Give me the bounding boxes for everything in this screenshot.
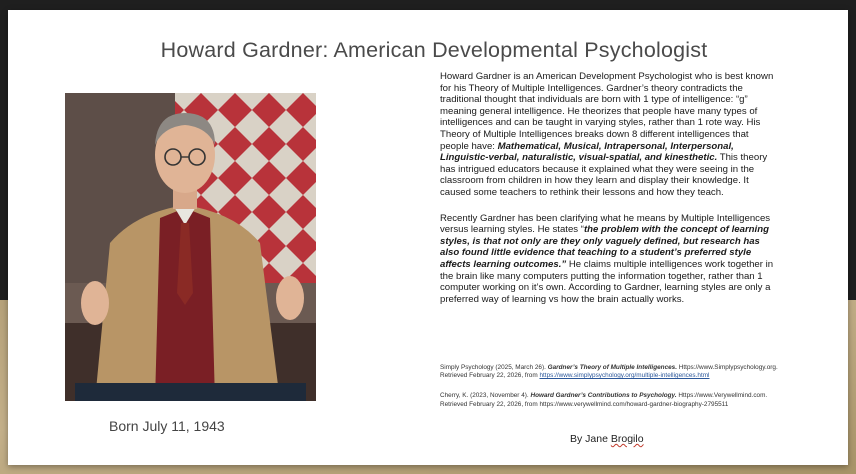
birth-date-caption: Born July 11, 1943 <box>109 418 225 434</box>
paragraph-theory: Howard Gardner is an American Development Psychologist who is best known for his Theory of Multiple Intelligences. Gardner’s theory contradicts the traditional thought that individuals are born with 1 type of intelligence: “g” meaning general intelligence. He theorizes that people have many types of intelligences and can be taught in varying styles, rather than 1 rote way. His Theory of Multiple Intelligences breaks down 8 different intelligences that people have: Mathematical, Musical, Intrapersonal, Interpersonal, Linguistic-verbal, naturalistic, visual-spatial, and kinesthetic. This theory has intrigued educators because it explained what they were seeing in the classroom from children in how they learn and display their knowledge. It caused some teachers to rethink their lessons and how they teach. <box>440 71 774 198</box>
portrait-illustration <box>65 93 316 401</box>
reference-1-link[interactable]: https://www.simplypsychology.org/multiple-intelligences.html <box>539 372 710 380</box>
portrait-photo <box>65 93 316 401</box>
references <box>440 364 780 421</box>
slide <box>8 10 848 465</box>
reference-1: Simply Psychology (2025, March 26). Gardner’s Theory of Multiple Intelligences. Https://www.Simplypsychology.org. Retrieved February 22, 2026, from https://www.simplypsychology.org/multiple-intelligences.html <box>440 364 778 380</box>
slide-title: Howard Gardner: American Developmental Psychologist <box>160 38 708 62</box>
reference-2: Cherry, K. (2023, November 4). Howard Gardner’s Contributions to Psychology. Https://www.Verywellmind.com. Retrieved February 22, 2026, from https://www.verywellmind.com/howard-gardner-biography-2795511 <box>440 392 768 408</box>
author-credit: By Jane Brogilo <box>570 433 644 445</box>
author-name: Brogilo <box>610 433 644 445</box>
body-text <box>440 71 780 305</box>
gardner-quote: the problem with the concept of learning styles, is that not only are they only vaguely defined, but research has also found little evidence that teaching to a student’s preferred style affects learning outcomes.” <box>440 224 769 270</box>
paragraph-learning-styles: Recently Gardner has been clarifying what he means by Multiple Intelligences versus learning styles. He states “the problem with the concept of learning styles, is that not only are they only vaguely defined, but research has also found little evidence that teaching to a student’s preferred style affects learning outcomes.” He claims multiple intelligences work together in the brain like many computers putting the information together, rather than 1 computer working on it’s own. According to Gardner, learning styles are only a preferred way of learning vs how the brain actually works. <box>440 212 774 305</box>
intelligences-list: Mathematical, Musical, Intrapersonal, Interpersonal, Linguistic-verbal, naturalistic, visual-spatial, and kinesthetic. <box>440 140 734 164</box>
